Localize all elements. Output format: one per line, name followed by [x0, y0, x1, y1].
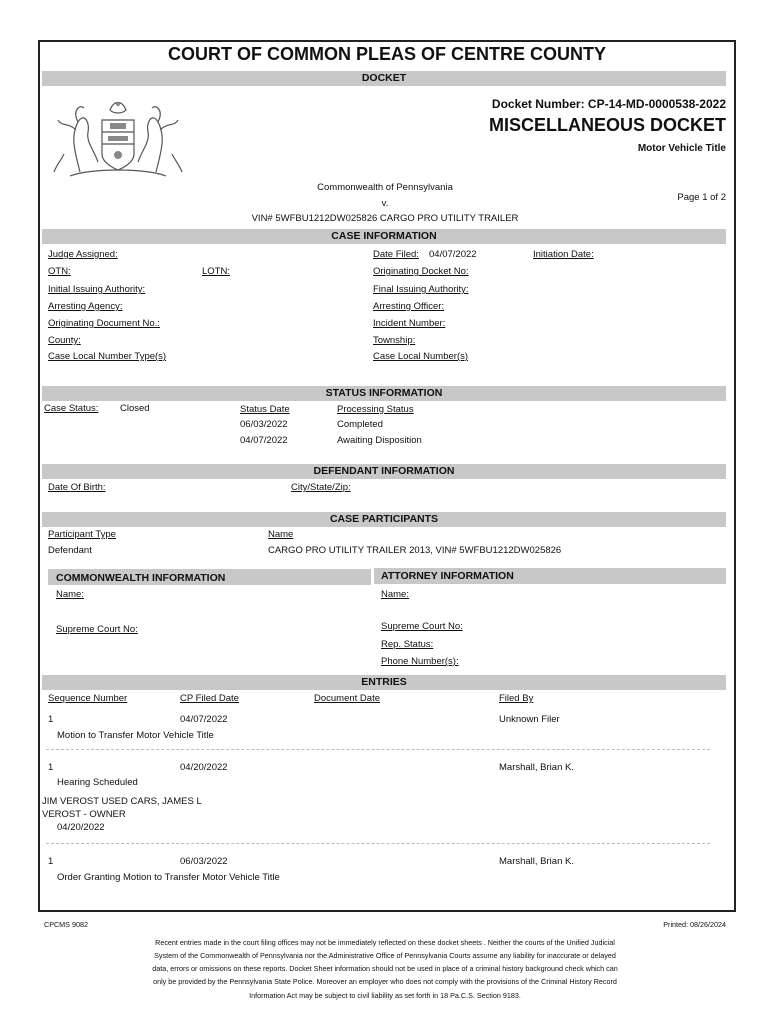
lotn-label: LOTN:	[202, 266, 230, 277]
entry-filed-by: Unknown Filer	[499, 714, 560, 725]
commonwealth-header: COMMONWEALTH INFORMATION	[56, 572, 226, 584]
city-state-zip-label: City/State/Zip:	[291, 482, 351, 493]
initial-issuing-label: Initial Issuing Authority:	[48, 284, 146, 295]
entry-filed-by: Marshall, Brian K.	[499, 762, 574, 773]
court-title: COURT OF COMMON PLEAS OF CENTRE COUNTY	[168, 44, 606, 64]
processing-status-label: Processing Status	[337, 404, 414, 415]
case-status-value: Closed	[120, 403, 150, 414]
originating-document-label: Originating Document No.:	[48, 318, 160, 329]
case-status-label: Case Status:	[44, 403, 99, 414]
entry-date: 04/20/2022	[180, 762, 228, 773]
entries-col-filed-by: Filed By	[499, 693, 534, 704]
status-row-status: Awaiting Disposition	[337, 435, 422, 446]
attorney-name-label: Name:	[381, 589, 409, 600]
participant-type-label: Participant Type	[48, 529, 116, 540]
entry-sequence: 1	[48, 714, 54, 725]
entry-description: Order Granting Motion to Transfer Motor Vehicle Title	[57, 872, 280, 883]
attorney-header: ATTORNEY INFORMATION	[381, 570, 514, 582]
case-local-number-label: Case Local Number(s)	[373, 351, 469, 362]
initiation-date-label: Initiation Date:	[533, 249, 594, 260]
entry-sequence: 1	[48, 856, 54, 867]
printed-date: Printed: 08/26/2024	[663, 920, 726, 929]
entry-divider	[46, 843, 710, 844]
attorney-rep-status-label: Rep. Status:	[381, 639, 434, 650]
pennsylvania-seal-icon	[50, 92, 186, 178]
commonwealth-supreme-label: Supreme Court No:	[56, 624, 138, 635]
county-label: County:	[48, 335, 81, 346]
entry-divider	[46, 749, 710, 750]
entries-col-cp-filed: CP Filed Date	[180, 693, 239, 704]
originating-docket-label: Originating Docket No:	[373, 266, 469, 277]
caption-line2: v.	[381, 198, 389, 209]
entry-party-line2: VEROST - OWNER	[42, 809, 126, 820]
docket-number: Docket Number: CP-14-MD-0000538-2022	[491, 97, 726, 111]
docket-bar: DOCKET	[42, 71, 726, 86]
docket-subtype: Motor Vehicle Title	[637, 143, 726, 154]
entries-col-document-date: Document Date	[314, 693, 381, 704]
judge-assigned-label: Judge Assigned:	[48, 249, 118, 260]
disclaimer-line3: data, errors or omissions on these reports. Docket Sheet information should not be used in place of a criminal history background check which can	[152, 964, 618, 973]
entry-description: Motion to Transfer Motor Vehicle Title	[57, 730, 214, 741]
disclaimer-line5: Information Act may be subject to civil liability as set forth in 18 Pa.C.S. Section 9183.	[249, 991, 521, 1000]
form-number: CPCMS 9082	[44, 920, 88, 929]
participant-name-value: CARGO PRO UTILITY TRAILER 2013, VIN# 5WFBU1212DW025826	[268, 545, 562, 556]
arresting-agency-label: Arresting Agency:	[48, 301, 123, 312]
participant-type-value: Defendant	[48, 545, 92, 556]
commonwealth-name-label: Name:	[56, 589, 84, 600]
disclaimer-line2: System of the Commonwealth of Pennsylvania nor the Administrative Office of Pennsylvania Courts assume any liability for inaccurate or delayed	[154, 951, 616, 960]
defendant-info-header: DEFENDANT INFORMATION	[42, 464, 726, 479]
disclaimer-line1: Recent entries made in the court filing offices may not be immediately reflected on these docket sheets . Neither the courts of the Unified Judicial	[155, 938, 615, 947]
entry-date: 06/03/2022	[180, 856, 228, 867]
participants-header: CASE PARTICIPANTS	[42, 512, 726, 527]
entry-description: Hearing Scheduled	[57, 777, 138, 788]
page-number: Page 1 of 2	[677, 192, 726, 203]
docket-type: MISCELLANEOUS DOCKET	[488, 115, 726, 135]
entry-filed-by: Marshall, Brian K.	[499, 856, 574, 867]
final-issuing-label: Final Issuing Authority:	[373, 284, 469, 295]
date-filed-value: 04/07/2022	[429, 249, 477, 260]
otn-label: OTN:	[48, 266, 71, 277]
status-row-date: 06/03/2022	[240, 419, 288, 430]
entries-col-sequence: Sequence Number	[48, 693, 128, 704]
participant-name-label: Name	[268, 529, 294, 540]
entry-party-date: 04/20/2022	[57, 822, 105, 833]
case-info-header: CASE INFORMATION	[42, 229, 726, 244]
attorney-phone-label: Phone Number(s):	[381, 656, 459, 667]
dob-label: Date Of Birth:	[48, 482, 106, 493]
disclaimer-line4: only be provided by the Pennsylvania State Police. Moreover an employer who does not comply with the provisions of the Criminal History Record	[153, 977, 617, 986]
status-info-header: STATUS INFORMATION	[42, 386, 726, 401]
caption-line3: VIN# 5WFBU1212DW025826 CARGO PRO UTILITY TRAILER	[251, 213, 519, 224]
attorney-supreme-label: Supreme Court No:	[381, 621, 463, 632]
incident-number-label: Incident Number:	[373, 318, 446, 329]
entry-sequence: 1	[48, 762, 54, 773]
status-date-label: Status Date	[240, 404, 290, 415]
case-local-type-label: Case Local Number Type(s)	[48, 351, 167, 362]
caption-line1: Commonwealth of Pennsylvania	[317, 182, 453, 193]
entries-header: ENTRIES	[42, 675, 726, 690]
entry-party-line1: JIM VEROST USED CARS, JAMES L	[42, 796, 202, 807]
arresting-officer-label: Arresting Officer:	[373, 301, 445, 312]
status-row-status: Completed	[337, 419, 383, 430]
date-filed-label: Date Filed:	[373, 249, 419, 260]
status-row-date: 04/07/2022	[240, 435, 288, 446]
township-label: Township:	[373, 335, 416, 346]
entry-date: 04/07/2022	[180, 714, 228, 725]
